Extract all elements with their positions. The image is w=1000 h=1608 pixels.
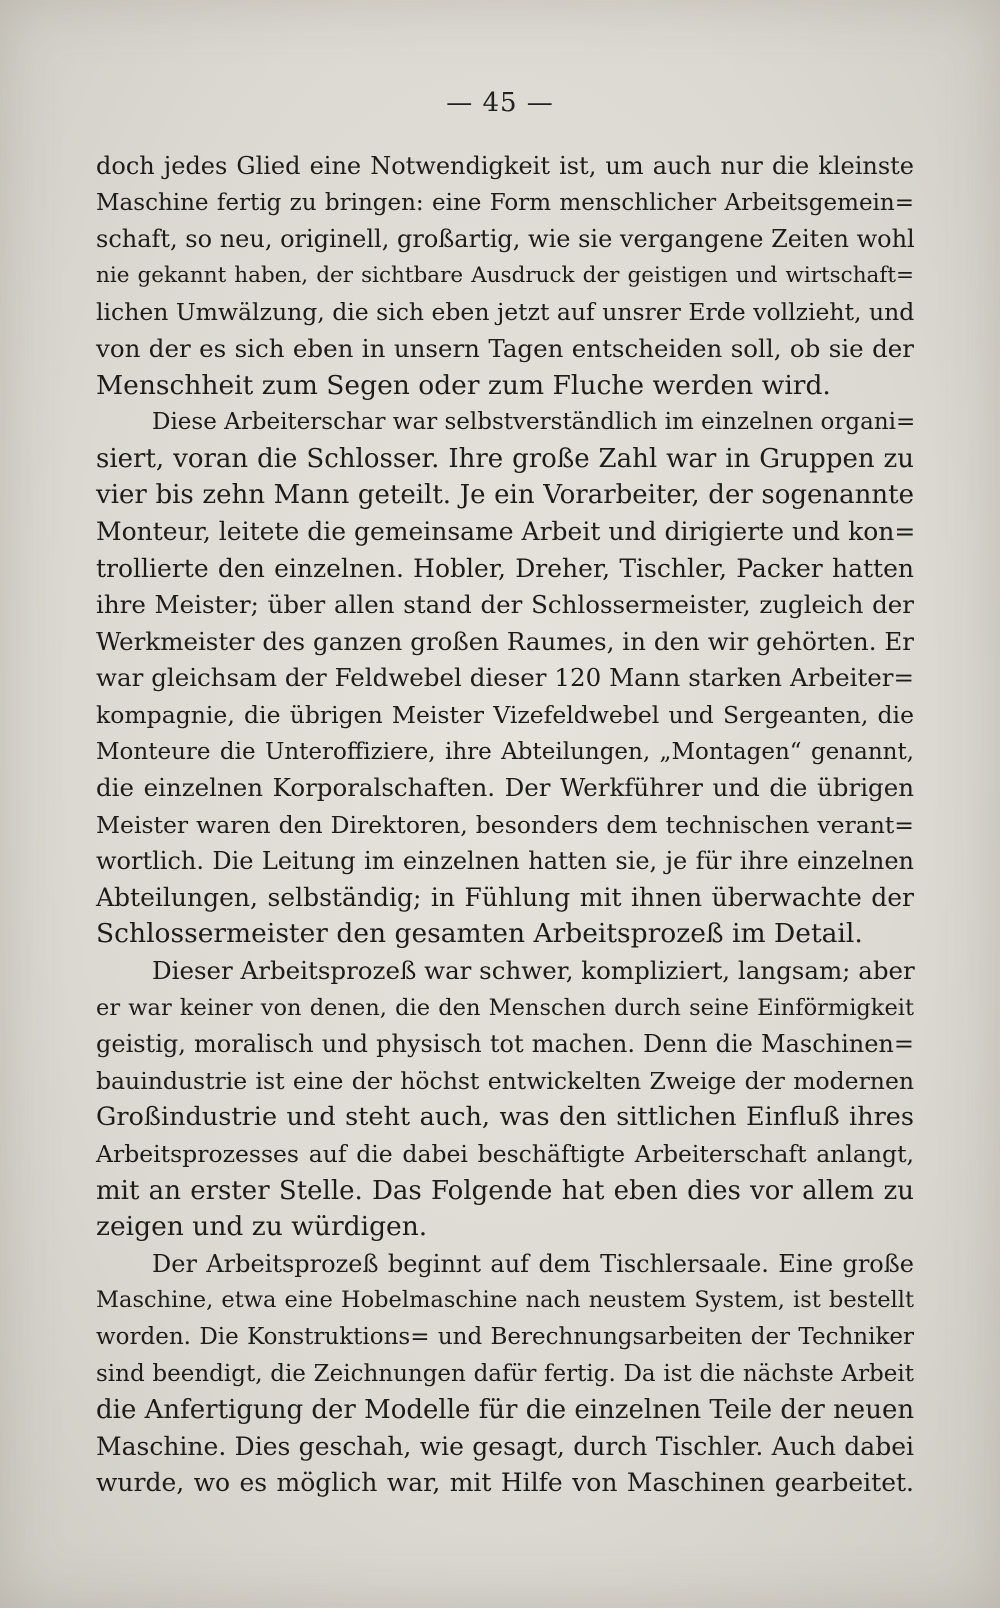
- text-line: war gleichsam der Feldwebel dieser 120 Mann starken Arbeiter=: [96, 663, 914, 693]
- text-line: sind beendigt, die Zeichnungen dafür fertig. Da ist die nächste Arbeit: [96, 1360, 914, 1387]
- text-line: schaft, so neu, originell, großartig, wie sie vergangene Zeiten wohl: [96, 225, 915, 254]
- text-line: die einzelnen Korporalschaften. Der Werkführer und die übrigen: [96, 773, 914, 803]
- text-line: Abteilungen, selbständig; in Fühlung mit ihnen überwachte der: [96, 882, 914, 912]
- text-line: bauindustrie ist eine der höchst entwickelten Zweige der modernen: [96, 1066, 914, 1095]
- text-line: Maschine, etwa eine Hobelmaschine nach neustem System, ist bestellt: [96, 1287, 914, 1314]
- text-line: vier bis zehn Mann geteilt. Je ein Vorarbeiter, der sogenannte: [96, 480, 914, 511]
- text-line: worden. Die Konstruktions= und Berechnungsarbeiten der Techniker: [96, 1324, 914, 1350]
- text-line: die Anfertigung der Modelle für die einzelnen Teile der neuen: [96, 1395, 915, 1426]
- text-line: nie gekannt haben, der sichtbare Ausdruck der geistigen und wirtschaft=: [96, 262, 914, 288]
- text-line: Der Arbeitsprozeß beginnt auf dem Tischlersaale. Eine große: [152, 1249, 914, 1278]
- text-line: geistig, moralisch und physisch tot machen. Denn die Maschinen=: [96, 1030, 914, 1059]
- text-line: doch jedes Glied eine Notwendigkeit ist, um auch nur die kleinste: [96, 152, 914, 180]
- text-line: Menschheit zum Segen oder zum Fluche werden wird.: [96, 369, 831, 401]
- text-line: Großindustrie und steht auch, was den sittlichen Einfluß ihres: [96, 1102, 914, 1133]
- text-line: ihre Meister; über allen stand der Schlossermeister, zugleich der: [96, 590, 914, 620]
- body-text: [96, 148, 914, 1502]
- text-line: Schlossermeister den gesamten Arbeitsprozeß im Detail.: [96, 918, 863, 950]
- text-line: trollierte den einzelnen. Hobler, Dreher, Tischler, Packer hatten: [96, 553, 914, 583]
- text-line: Maschine. Dies geschah, wie gesagt, durch Tischler. Auch dabei: [96, 1431, 914, 1461]
- text-line: Dieser Arbeitsprozeß war schwer, kompliziert, langsam; aber: [152, 956, 915, 986]
- text-line: Maschine fertig zu bringen: eine Form menschlicher Arbeitsgemein=: [96, 189, 914, 216]
- text-line: Werkmeister des ganzen großen Raumes, in den wir gehörten. Er: [96, 626, 914, 656]
- page-number: — 45 —: [446, 88, 554, 118]
- text-line: kompagnie, die übrigen Meister Vizefeldwebel und Sergeanten, die: [96, 700, 914, 729]
- text-line: er war keiner von denen, die den Menschen durch seine Einförmigkeit: [96, 994, 914, 1021]
- text-line: zeigen und zu würdigen.: [96, 1211, 428, 1243]
- text-line: Monteure die Unteroffiziere, ihre Abteilungen, „Montagen“ genannt,: [96, 738, 914, 765]
- text-line: von der es sich eben in unsern Tagen entscheiden soll, ob sie der: [96, 333, 914, 363]
- text-line: wurde, wo es möglich war, mit Hilfe von Maschinen gearbeitet.: [96, 1468, 914, 1498]
- text-line: siert, voran die Schlosser. Ihre große Zahl war in Gruppen zu: [96, 443, 914, 474]
- text-line: Meister waren den Direktoren, besonders dem technischen verant=: [96, 810, 914, 839]
- text-line: Arbeitsprozesses auf die dabei beschäftigte Arbeiterschaft anlangt,: [96, 1140, 914, 1169]
- text-line: lichen Umwälzung, die sich eben jetzt auf unsrer Erde vollzieht, und: [96, 298, 915, 327]
- text-line: mit an erster Stelle. Das Folgende hat eben dies vor allem zu: [96, 1175, 914, 1206]
- text-line: Diese Arbeiterschar war selbstverständlich im einzelnen organi=: [152, 409, 916, 436]
- text-line: wortlich. Die Leitung im einzelnen hatten sie, je für ihre einzelnen: [96, 847, 914, 876]
- text-line: Monteur, leitete die gemeinsame Arbeit und dirigierte und kon=: [96, 516, 916, 546]
